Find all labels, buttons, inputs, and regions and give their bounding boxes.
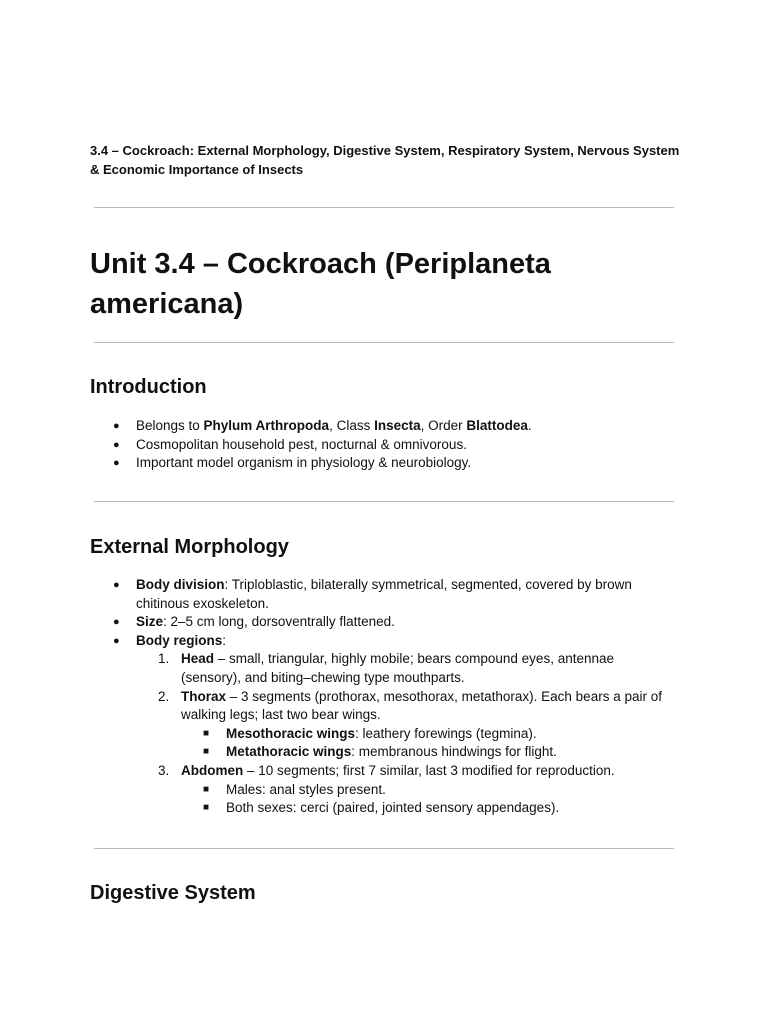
item-term: Head — [181, 651, 215, 667]
square-bullet-icon: ■ — [203, 746, 210, 758]
list-item — [0, 436, 768, 455]
item-text: Both sexes: cerci (paired, jointed sensory appendages). — [226, 800, 560, 816]
bullet-icon: ● — [113, 579, 120, 591]
list-item — [0, 417, 768, 436]
divider — [94, 848, 674, 849]
bullet-icon: ● — [113, 616, 120, 629]
divider — [94, 501, 674, 502]
item-term: Abdomen — [181, 762, 244, 778]
item-text: Belongs to — [136, 418, 204, 433]
item-text: : — [222, 632, 227, 648]
external-morphology-list — [0, 576, 768, 818]
item-text: – 10 segments; first 7 similar, last 3 modified for reproduction. — [243, 762, 615, 778]
sub-list-item — [0, 799, 768, 818]
item-text: : membranous hindwings for flight. — [351, 744, 557, 760]
item-term: Metathoracic wings — [226, 744, 352, 760]
bullet-icon: ● — [113, 634, 120, 647]
introduction-list — [0, 417, 768, 473]
page-title: Unit 3.4 – Cockroach (Periplaneta americana) — [90, 248, 551, 320]
section-heading-introduction: Introduction — [90, 376, 207, 398]
item-term: Body regions — [136, 632, 223, 648]
item-text: : leathery forewings (tegmina). — [355, 725, 537, 741]
item-text: Cosmopolitan household pest, nocturnal & omnivorous. — [136, 436, 467, 452]
section-heading-external-morphology: External Morphology — [90, 536, 289, 558]
item-number: 1. — [158, 651, 170, 667]
sub-list-item — [0, 781, 768, 800]
square-bullet-icon: ■ — [203, 783, 210, 795]
bullet-icon: ● — [113, 457, 120, 470]
item-number: 2. — [158, 688, 170, 704]
item-bold-text: Blattodea — [466, 418, 528, 433]
square-bullet-icon: ■ — [203, 802, 210, 814]
bullet-icon: ● — [113, 438, 120, 451]
item-text: – small, triangular, highly mobile; bears compound eyes, antennae (sensory), and biting–chewing type mouthparts. — [181, 651, 614, 685]
item-number: 3. — [158, 762, 170, 778]
bullet-icon: ● — [113, 420, 120, 432]
item-bold-text: Phylum Arthropoda — [203, 418, 330, 433]
section-heading-digestive-system: Digestive System — [90, 882, 256, 904]
square-bullet-icon: ■ — [203, 727, 210, 739]
item-term: Body division — [136, 577, 225, 592]
item-term: Size — [136, 614, 164, 630]
item-term: Mesothoracic wings — [226, 725, 356, 741]
item-term: Thorax — [181, 688, 227, 704]
item-text: , Order — [420, 418, 467, 433]
list-item — [0, 576, 768, 613]
item-text: Males: anal styles present. — [226, 781, 386, 797]
numbered-item — [0, 688, 768, 725]
item-text: : Triploblastic, bilaterally symmetrical, segmented, covered by brown chitinous exoskeleton. — [136, 577, 632, 611]
item-text: – 3 segments (prothorax, mesothorax, metathorax). Each bears a pair of walking legs; last two bear wings. — [181, 688, 662, 723]
divider — [94, 207, 674, 208]
item-text: : 2–5 cm long, dorsoventrally flattened. — [163, 614, 395, 630]
item-text: Important model organism in physiology & neurobiology. — [136, 455, 472, 471]
list-item — [0, 454, 768, 473]
divider — [94, 342, 674, 343]
document-header: 3.4 – Cockroach: External Morphology, Digestive System, Respiratory System, Nervous System & Economic Importance of Insects — [90, 143, 680, 177]
numbered-item — [0, 650, 768, 687]
list-item — [0, 613, 768, 632]
numbered-item — [0, 762, 768, 781]
sub-list-item — [0, 743, 768, 762]
item-text: . — [527, 418, 532, 433]
item-text: , Class — [329, 418, 375, 433]
sub-list-item — [0, 725, 768, 744]
item-bold-text: Insecta — [374, 418, 421, 433]
list-item — [0, 632, 768, 651]
